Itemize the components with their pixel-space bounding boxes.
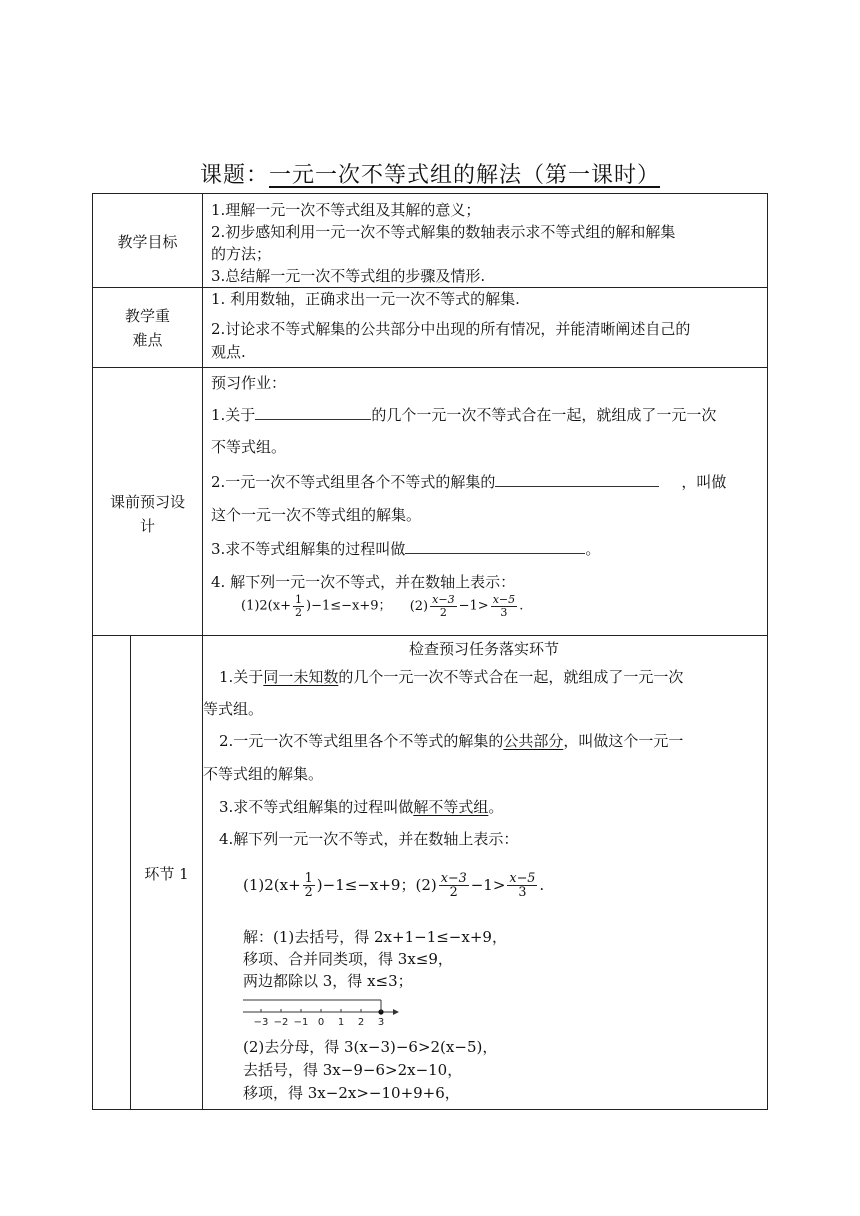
solution-line: 两边都除以 3，得 x≤3；	[243, 972, 413, 990]
number-line-tick-label: 1	[337, 1017, 345, 1028]
a3-text: 。	[488, 798, 504, 816]
solution-line: 移项、合并同类项，得 3x≤9，	[243, 950, 453, 968]
key-point-line: 观点.	[211, 343, 246, 361]
preview-equations	[241, 594, 523, 618]
page-title	[0, 158, 860, 189]
preview-label-line2: 计	[139, 517, 155, 535]
stage1-heading: 检查预习任务落实环节	[408, 640, 559, 658]
number-line-tick-label: −3	[253, 1017, 269, 1028]
number-line-tick-label: −1	[293, 1017, 309, 1028]
stage1-label: 环节 1	[144, 865, 189, 883]
number-line-tick-label: −2	[273, 1017, 289, 1028]
stage1-a2	[219, 730, 683, 751]
key-points-label-line1: 教学重	[124, 307, 170, 325]
fraction	[430, 594, 457, 618]
preview-label-line1: 课前预习设	[109, 493, 185, 511]
goal-line: 1.理解一元一次不等式组及其解的意义；	[211, 201, 481, 219]
eq1-part: )−1≤−x+9；	[306, 598, 392, 614]
preview-q3	[211, 538, 600, 559]
eq2-part: .	[539, 875, 545, 894]
fraction-den: 2	[304, 885, 313, 901]
number-line-arrow	[393, 1009, 399, 1015]
goal-line: 的方法；	[211, 245, 272, 263]
eq2-part: .	[519, 598, 524, 614]
a1-text: 1.关于	[219, 668, 264, 686]
q1-text: 的几个一元一次不等式合在一起，就组成了一元一次	[371, 406, 717, 424]
key-points-label	[93, 304, 202, 352]
lesson-plan-table	[92, 193, 768, 1110]
stage1-content	[203, 636, 765, 1108]
q1-blank	[255, 405, 371, 420]
fraction	[303, 872, 315, 900]
goals-label: 教学目标	[117, 233, 178, 251]
eq1-part: (1)2(x+	[241, 598, 291, 614]
stage1-a2-cont: 不等式组的解集。	[203, 765, 324, 783]
preview-q1-cont: 不等式组。	[211, 438, 287, 456]
preview-q2-cont: 这个一元一次不等式组的解集。	[211, 506, 422, 524]
fraction-den: 3	[500, 605, 508, 619]
fraction	[507, 872, 537, 900]
fraction-den: 2	[439, 605, 447, 619]
q1-text: 1.关于	[211, 406, 256, 424]
fraction	[491, 594, 518, 618]
a1-answer: 同一未知数	[263, 668, 339, 686]
preview-q2	[211, 471, 726, 492]
number-line-tick-label: 0	[317, 1017, 325, 1028]
preview-q1	[211, 404, 716, 425]
preview-content	[211, 368, 763, 634]
preview-heading: 预习作业：	[211, 374, 287, 392]
q3-text: 。	[585, 540, 601, 558]
eq1-part: (1)2(x+	[243, 875, 301, 894]
stage1-a4: 4.解下列一元一次不等式，并在数轴上表示：	[219, 830, 519, 848]
q2-text: 2.一元一次不等式组里各个不等式的解集的	[211, 473, 496, 491]
key-point-line: 2.讨论求不等式解集的公共部分中出现的所有情况，并能清晰阐述自己的	[211, 320, 691, 338]
solution-line: 去括号，得 3x−9−6>2x−10，	[243, 1061, 463, 1079]
preview-label	[93, 490, 202, 538]
eq2-part: −1>	[458, 598, 489, 614]
a2-answer: 公共部分	[503, 732, 564, 750]
goal-line: 3.总结解一元一次不等式组的步骤及情形.	[211, 267, 486, 285]
a3-answer: 解不等式组	[413, 798, 489, 816]
fraction	[439, 872, 469, 900]
q3-text: 3.求不等式组解集的过程叫做	[211, 540, 406, 558]
fraction-den: 3	[518, 885, 527, 901]
number-line	[241, 996, 401, 1032]
q2-text: ，叫做	[681, 473, 727, 491]
q3-blank	[405, 539, 585, 554]
stage1-a3	[219, 796, 503, 817]
fraction-num: 1	[294, 593, 303, 606]
key-points-label-line2: 难点	[132, 331, 163, 349]
eq2-part: −1>	[470, 875, 506, 894]
fraction-num: x−5	[492, 593, 516, 606]
eq2-part: (2)	[409, 598, 429, 614]
fraction	[293, 594, 304, 618]
fraction-den: 2	[294, 605, 303, 619]
title-prefix: 课题：	[199, 163, 269, 188]
fraction-num: x−3	[440, 871, 467, 886]
fraction-num: x−5	[509, 871, 536, 886]
number-line-tick-label: 2	[357, 1017, 365, 1028]
a2-text: ，叫做这个一元一	[563, 732, 684, 750]
number-line-tick-label: 3	[377, 1017, 385, 1028]
key-point-line: 1. 利用数轴，正确求出一元一次不等式的解集.	[211, 290, 520, 308]
solution-line: 移项，得 3x−2x>−10+9+6，	[243, 1084, 460, 1102]
solution-line: 解：(1)去括号，得 2x+1−1≤−x+9，	[243, 928, 507, 946]
eq1-part: )−1≤−x+9；	[316, 875, 416, 894]
fraction-den: 2	[449, 885, 458, 901]
a3-text: 3.求不等式组解集的过程叫做	[219, 798, 414, 816]
stage1-equations	[243, 872, 544, 900]
goal-line: 2.初步感知利用一元一次不等式解集的数轴表示求不等式组的解和解集	[211, 223, 676, 241]
q2-blank	[495, 472, 659, 487]
preview-q4: 4. 解下列一元一次不等式，并在数轴上表示：	[211, 573, 516, 591]
stage1-a1	[219, 666, 683, 687]
eq2-part: (2)	[415, 875, 437, 894]
fraction-num: 1	[304, 871, 313, 886]
solution-line: (2)去分母，得 3(x−3)−6>2(x−5)，	[243, 1038, 498, 1056]
stage1-a1-cont: 等式组。	[203, 700, 264, 718]
a2-text: 2.一元一次不等式组里各个不等式的解集的	[219, 732, 504, 750]
title-text: 一元一次不等式组的解法（第一课时）	[269, 163, 661, 188]
fraction-num: x−3	[432, 593, 455, 606]
a1-text: 的几个一元一次不等式合在一起，就组成了一元一次	[338, 668, 684, 686]
